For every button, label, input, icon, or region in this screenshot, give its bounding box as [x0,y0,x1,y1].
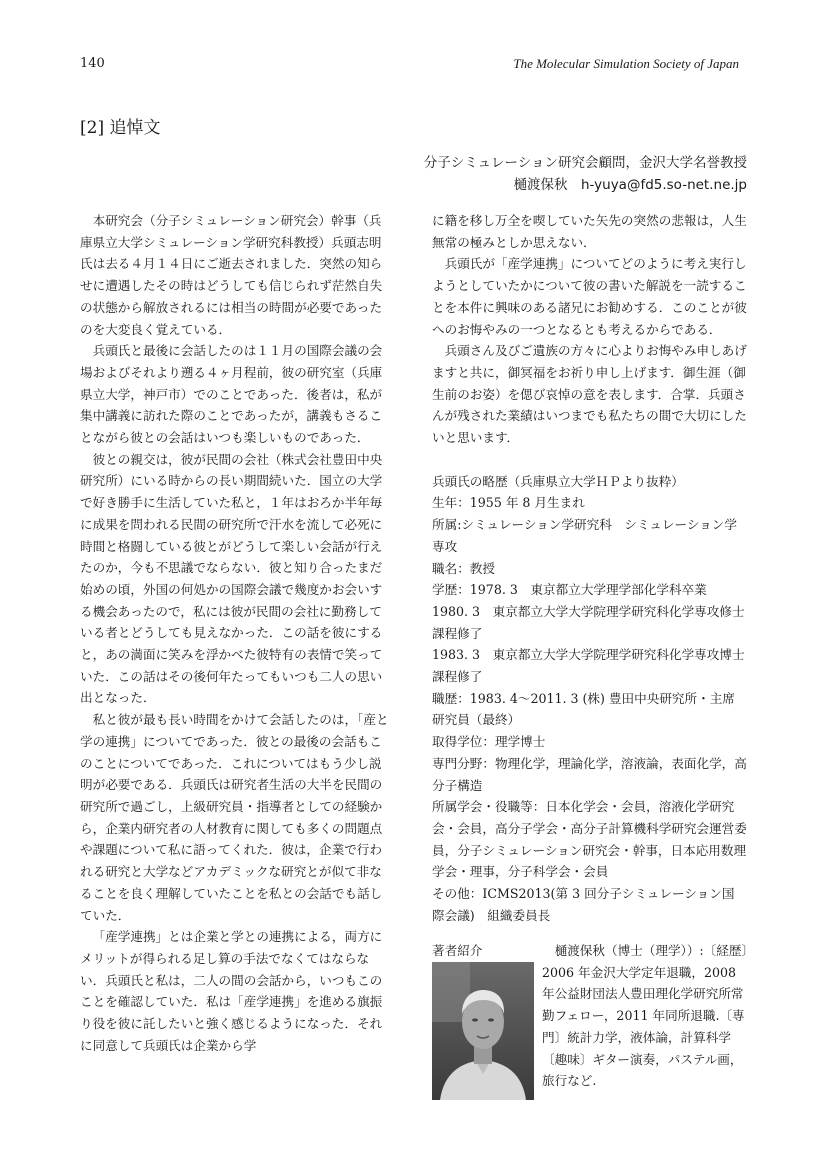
career-line: 生年：1955 年 8 月生まれ [432,495,585,511]
paragraph: 兵頭氏と最後に会話したのは１１月の国際会議の会場およびそれより遡る４ヶ月程前，彼の研究室（兵庫県立大学，神戸市）でのことであった．後者は，私が集中講義に訪れた際のことであったが，講義もさることながら彼との会話はいつも楽しいものであった． [80,343,383,446]
career-line: 所属学会・役職等：日本化学会・会員，溶液化学研究会・会員，高分子学会・高分子計算機科学研究会運営委員，分子シミュレーション研究会・幹事，日本応用数理学会・理事，分子科学会・会員 [432,799,747,880]
section-title: [2] 追悼文 [80,118,161,138]
left-column [80,210,390,1056]
career-line: 専門分野：物理化学，理論化学，溶液論，表面化学，高分子構造 [432,755,747,793]
career-line: 1980. 3 東京都立大学大学院理学研究科化学専攻修士課程修了 [432,603,745,641]
paragraph: 兵頭氏が「産学連携」についてどのように考え実行しようとしていたかについて彼の書いた解説を一読することを本件に興味のある諸兄にお勧めする．このことが彼へのお悔やみの一つとなるとも考えるからである． [432,256,747,337]
author-intro-body: 樋渡保秋（博士（理学））:〔経歴〕2006 年金沢大学定年退職，2008 年公益財団法人豊田理化学研究所常勤フェロー，2011 年同所退職.〔専門〕統計力学，液体論，計算科学〔趣味〕ギター演奏，パステル画，旅行など. [542,943,748,1089]
author-photo [432,962,534,1100]
page-number: 140 [80,56,105,71]
paragraph: 兵頭さん及びご遺族の方々に心よりお悔やみ申しあげますと共に，御冥福をお祈り申し上げます．御生涯（御生前のお姿）を偲び哀悼の意を表します．合掌．兵頭さんが残された業績はいつまでも私たちの間で大切にしたいと思います． [432,343,747,446]
career-line: 所属:シミュレーション学研究科 シミュレーション学専攻 [432,517,737,554]
career-line: 職歴：1983. 4～2011. 3 (株) 豊田中央研究所・主席研究員（最終） [432,690,735,728]
paragraph: 彼との親交は，彼が民間の会社（株式会社豊田中央研究所）にいる時からの長い期間続いた．国立の大学で好き勝手に生活していた私と，１年はおろか半年毎に成果を問われる民間の研究所で汗水を流して必死に時間と格闘している彼とがどうして楽しい会話が行えたのか，今も不思議でならない．彼と知り合ったまだ始めの頃，外国の何処かの国際会議で幾度かお会いする機会あったので，私には彼が民間の会社に勤務している者とどうしても見えなかった．この話を彼にすると，あの満面に笑みを浮かべた彼特有の表情で笑っていた．この話はその後何年たってもいつも二人の思い出となった． [80,451,383,706]
right-column [432,210,747,927]
author-intro [432,940,747,1110]
career-line: 兵頭氏の略歴（兵庫県立大学ＨＰより抜粋） [432,473,684,489]
career-line: その他：ICMS2013(第 3 回分子シミュレーション国際会議) 組織委員長 [432,886,735,923]
paragraph: 私と彼が最も長い時間をかけて会話したのは，「産と学の連携」についてであった．彼との最後の会話もこのことについてであった．これについてはもう少し説明が必要である．兵頭氏は研究者生活の大半を民間の研究所で過ごし，上級研究員・指導者としての経験から，企業内研究者の人材教育に関しても多くの問題点や課題について私に語ってくれた．彼は，企業で行われる研究と大学などアカデミックな研究とが似て非なることを良く理解していたことを私との会話でも話していた． [80,712,389,923]
author-intro-label: 著者紹介 [432,943,483,958]
paragraph: に籍を移し万全を喫していた矢先の突然の悲報は，人生無常の極みとしか思えない． [432,213,747,250]
spacer [432,449,747,471]
author-block [424,152,747,196]
career-line: 職名：教授 [432,560,495,576]
paragraph: 「産学連携」とは企業と学との連携による，両方にメリットが得られる足し算の手法でなくてはならない．兵頭氏と私は，二人の間の会話から，いつもこのことを確認していた．私は「産学連携」を進める旗振り役を彼に託したいと強く感じるようになった．それに同意して兵頭氏は企業から学 [80,929,383,1053]
career-list [432,471,747,927]
career-line: 学歴：1978. 3 東京都立大学理学部化学科卒業 [432,582,707,598]
journal-name: The Molecular Simulation Society of Japan [513,56,739,71]
author-intro-text [542,940,748,1092]
paragraph: 本研究会（分子シミュレーション研究会）幹事（兵庫県立大学シミュレーション学研究科教授）兵頭志明氏は去る４月１４日にご逝去されました．突然の知らせに遭遇したその時はどうしても信じられず茫然自失の状態から解放されるには相当の時間が必要であったのを大変良く覚えている． [80,213,383,337]
career-line: 1983. 3 東京都立大学大学院理学研究科化学専攻博士課程修了 [432,647,745,685]
author-name-email: 樋渡保秋 h-yuya@fd5.so-net.ne.jp [513,177,747,193]
author-affiliation: 分子シミュレーション研究会顧問，金沢大学名誉教授 [423,155,747,171]
career-line: 取得学位：理学博士 [432,734,546,750]
